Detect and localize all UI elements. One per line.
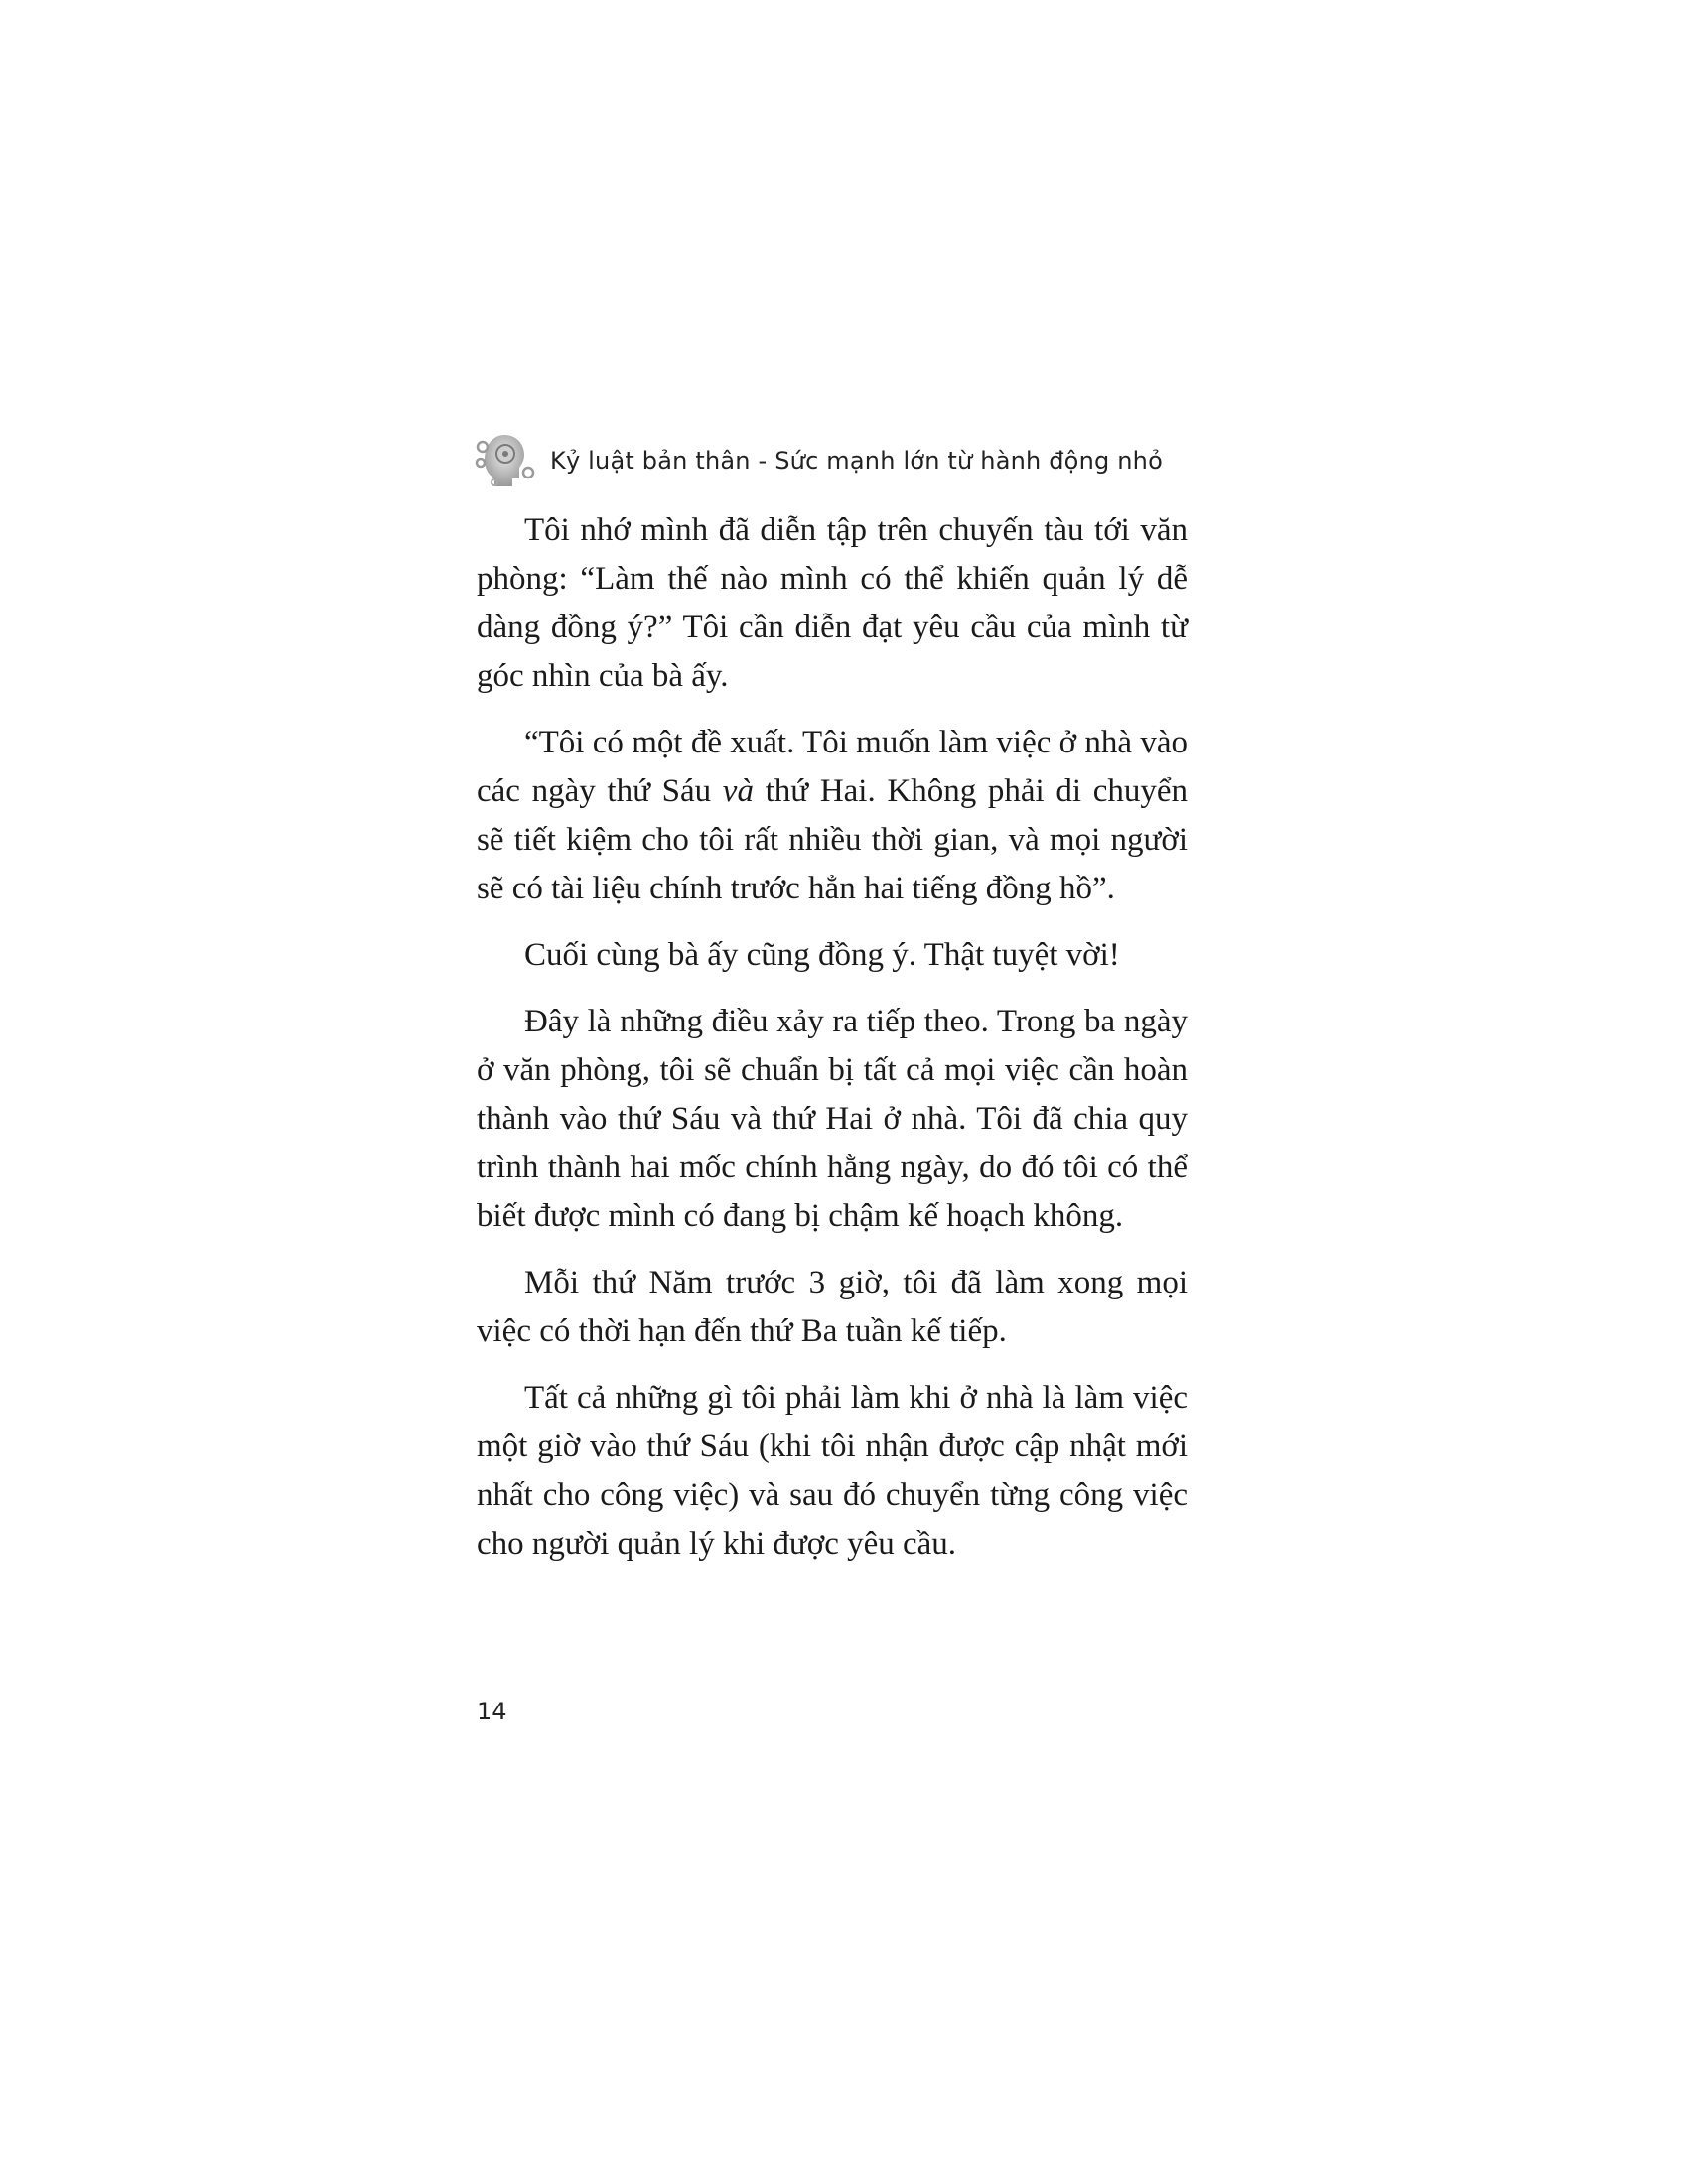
paragraph-4 bbox=[477, 998, 1188, 1241]
paragraph-2-text-start: “Tôi có một đề xuất. Tôi muốn làm việc ở nhà vào các ngày thứ Sáu bbox=[477, 725, 1188, 809]
paragraph-1-text: Tôi nhớ mình đã diễn tập trên chuyến tàu tới văn phòng: “Làm thế nào mình có thể khiến quản lý dễ dàng đồng ý?” Tôi cần diễn đạt yêu cầu của mình từ góc nhìn của bà ấy. bbox=[477, 512, 1188, 694]
page-number: 14 bbox=[477, 1698, 507, 1725]
paragraph-3 bbox=[477, 931, 1188, 980]
running-header bbox=[473, 425, 1163, 496]
paragraph-2-emphasis: và bbox=[722, 773, 754, 809]
paragraph-3-text: Cuối cùng bà ấy cũng đồng ý. Thật tuyệt vời! bbox=[524, 937, 1120, 973]
paragraph-5 bbox=[477, 1259, 1188, 1356]
paragraph-4-text: Đây là những điều xảy ra tiếp theo. Trong ba ngày ở văn phòng, tôi sẽ chuẩn bị tất cả mọi việc cần hoàn thành vào thứ Sáu và thứ Hai ở nhà. Tôi đã chia quy trình thành hai mốc chính hằng ngày, do đó tôi có thể biết được mình có đang bị chậm kế hoạch không. bbox=[477, 1004, 1188, 1234]
paragraph-2-text-end: thứ Hai. Không phải di chuyển sẽ tiết kiệm cho tôi rất nhiều thời gian, và mọi người sẽ có tài liệu chính trước hẳn hai tiếng đồng hồ”. bbox=[477, 773, 1188, 906]
body-text bbox=[477, 506, 1188, 1569]
header-title: Kỷ luật bản thân - Sức mạnh lớn từ hành động nhỏ bbox=[550, 447, 1163, 475]
paragraph-2 bbox=[477, 719, 1188, 913]
paragraph-6-text: Tất cả những gì tôi phải làm khi ở nhà là làm việc một giờ vào thứ Sáu (khi tôi nhận được cập nhật mới nhất cho công việc) và sau đó chuyển từng công việc cho người quản lý khi được yêu cầu. bbox=[477, 1380, 1188, 1562]
paragraph-6 bbox=[477, 1374, 1188, 1569]
paragraph-5-text: Mỗi thứ Năm trước 3 giờ, tôi đã làm xong mọi việc có thời hạn đến thứ Ba tuần kế tiếp. bbox=[477, 1265, 1188, 1349]
head-gears-icon bbox=[473, 429, 536, 492]
paragraph-1 bbox=[477, 506, 1188, 701]
